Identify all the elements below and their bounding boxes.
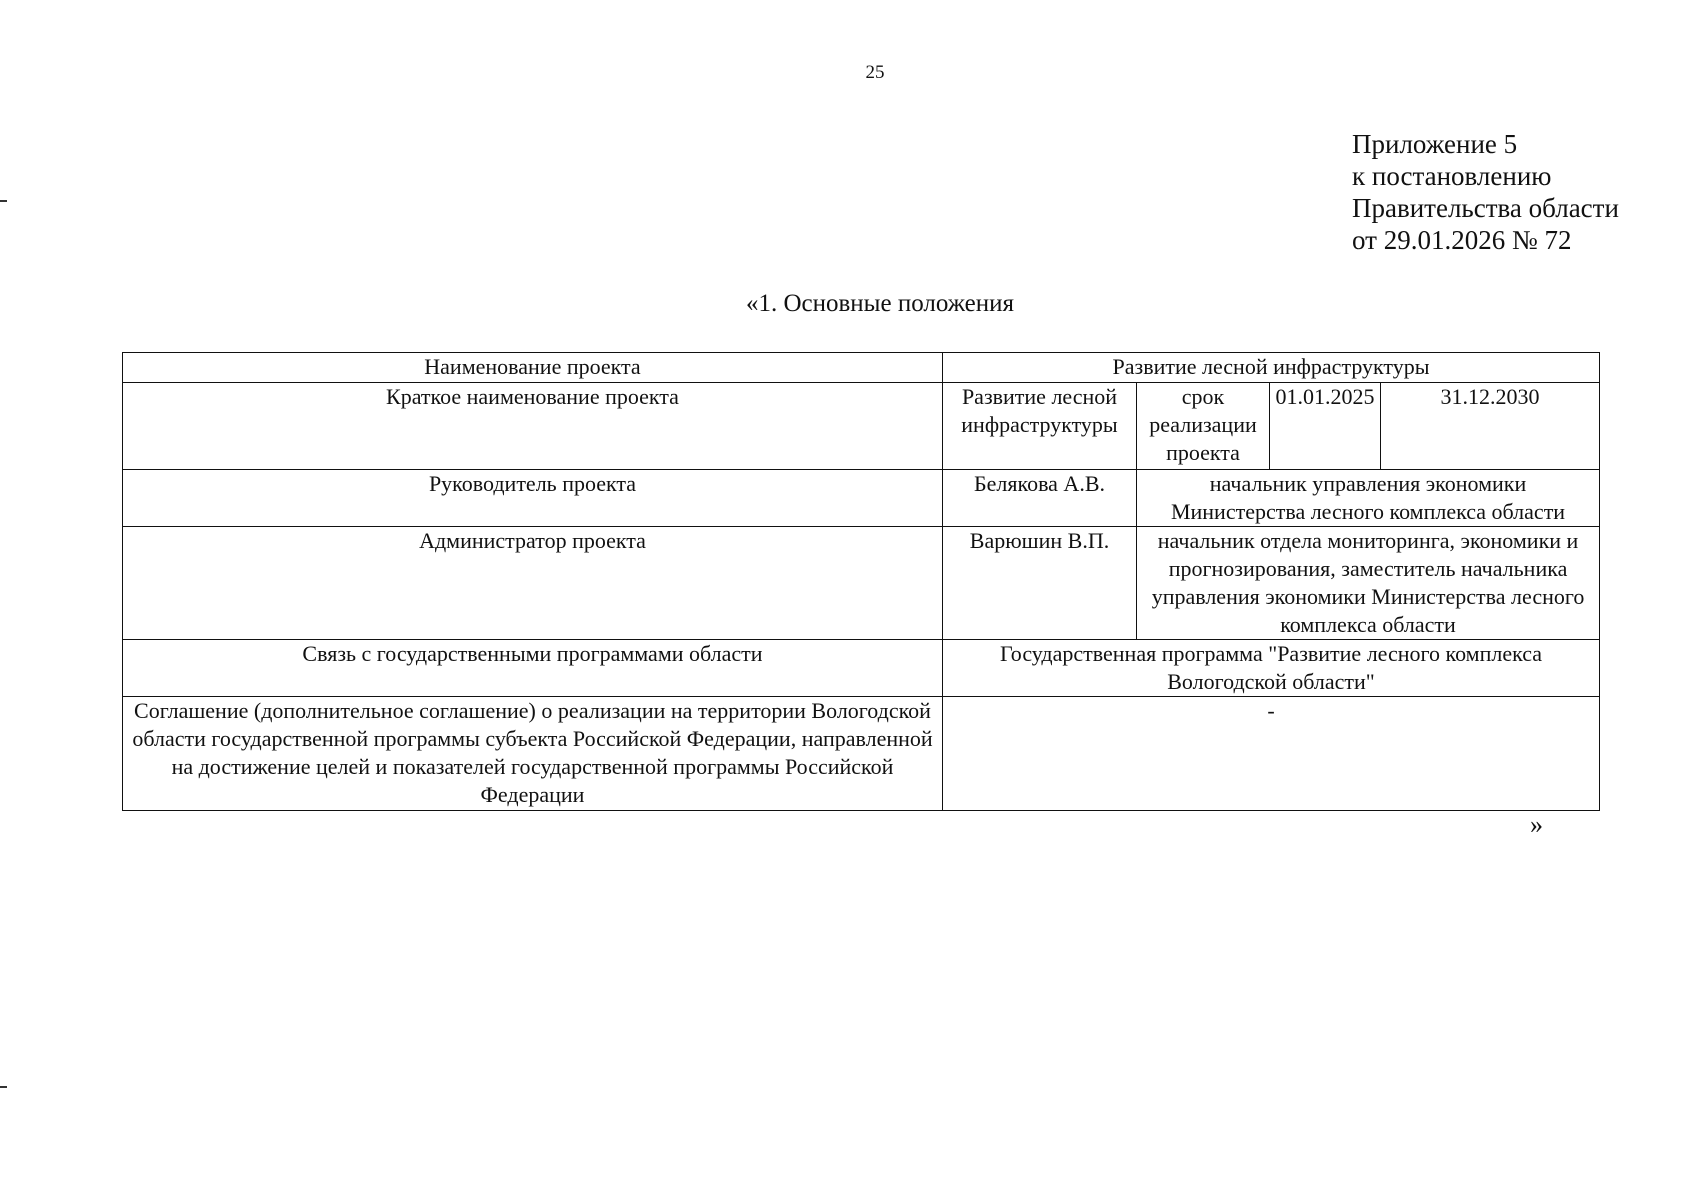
table-row xyxy=(123,697,1600,811)
project-name-label: Наименование проекта xyxy=(123,353,943,383)
head-position: начальник управления экономики Министерства лесного комплекса области xyxy=(1137,470,1600,527)
head-label: Руководитель проекта xyxy=(123,470,943,527)
margin-mark xyxy=(0,200,7,202)
project-name-value: Развитие лесной инфраструктуры xyxy=(943,353,1600,383)
section-title: «1. Основные положения xyxy=(745,290,1015,317)
table-row xyxy=(123,470,1600,527)
admin-label: Администратор проекта xyxy=(123,527,943,640)
period-start: 01.01.2025 xyxy=(1270,383,1381,470)
appendix-line-3: Правительства области xyxy=(1352,193,1619,223)
period-label: срок реализации проекта xyxy=(1137,383,1270,470)
programs-value: Государственная программа "Развитие лесного комплекса Вологодской области" xyxy=(943,640,1600,697)
closing-quote: » xyxy=(1530,810,1543,839)
table-row xyxy=(123,527,1600,640)
agreement-label: Соглашение (дополнительное соглашение) о реализации на территории Вологодской области государственной программы субъекта Российской Федерации, направленной на достижение целей и показателей государственной программы Российской Федерации xyxy=(123,697,943,811)
short-name-value: Развитие лесной инфраструктуры xyxy=(943,383,1137,470)
margin-mark xyxy=(0,1086,7,1088)
head-name: Белякова А.В. xyxy=(943,470,1137,527)
programs-label: Связь с государственными программами области xyxy=(123,640,943,697)
appendix-block xyxy=(1352,128,1619,256)
period-end: 31.12.2030 xyxy=(1381,383,1600,470)
table-row xyxy=(123,383,1600,470)
appendix-line-2: к постановлению xyxy=(1352,161,1552,191)
project-table xyxy=(122,352,1600,811)
admin-name: Варюшин В.П. xyxy=(943,527,1137,640)
agreement-value: - xyxy=(943,697,1600,811)
table-row xyxy=(123,353,1600,383)
appendix-line-1: Приложение 5 xyxy=(1352,129,1518,159)
appendix-line-4: от 29.01.2026 № 72 xyxy=(1352,225,1572,255)
short-name-label: Краткое наименование проекта xyxy=(123,383,943,470)
admin-position: начальник отдела мониторинга, экономики и прогнозирования, заместитель начальника управления экономики Министерства лесного комплекса области xyxy=(1137,527,1600,640)
page-number: 25 xyxy=(865,62,885,83)
table-row xyxy=(123,640,1600,697)
